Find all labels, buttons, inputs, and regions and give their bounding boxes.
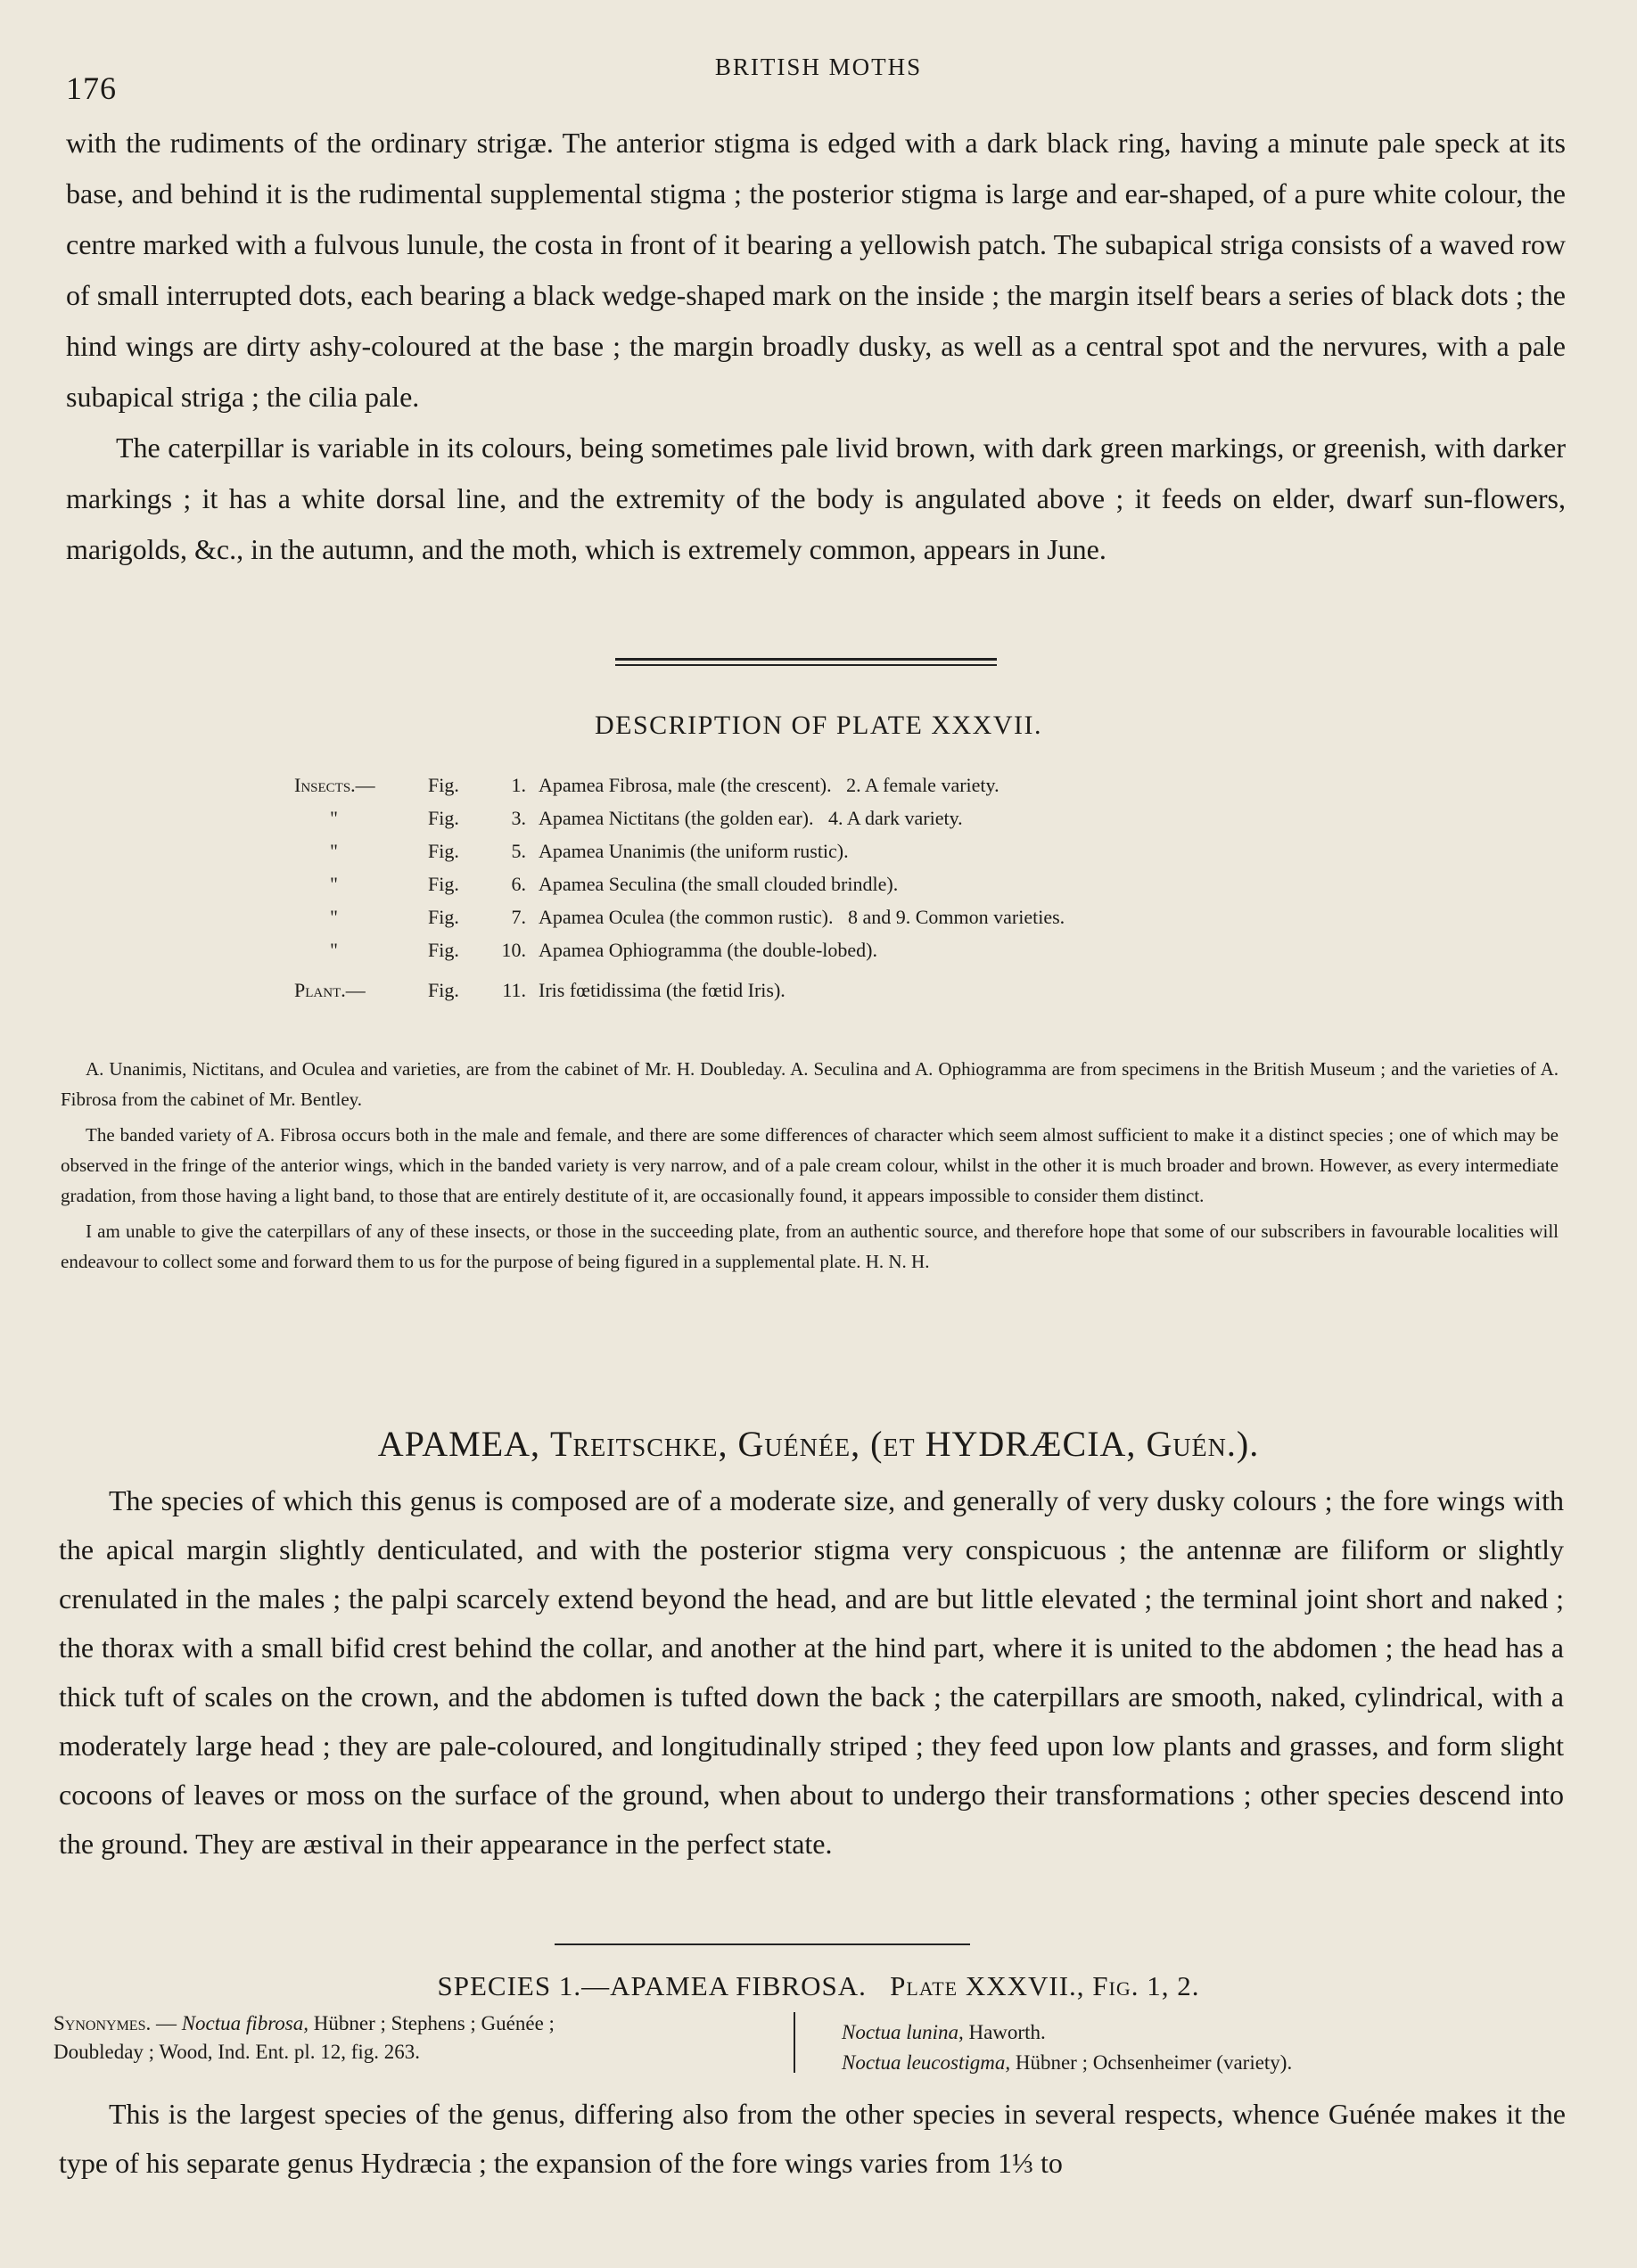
figure-number: 10. xyxy=(501,939,526,961)
figure-text: Apamea Fibrosa, male (the crescent). 2. A female variety. xyxy=(539,774,999,796)
synonym-name: Noctua fibrosa, xyxy=(181,2012,308,2034)
figure-number: 7. xyxy=(511,906,526,928)
species-heading xyxy=(0,1970,1637,2002)
genus-heading xyxy=(0,1423,1637,1465)
figure-number: 1. xyxy=(511,774,526,796)
species-divider xyxy=(555,1943,970,1945)
note-banded-variety: The banded variety of A. Fibrosa occurs both in the male and female, and there are some differences of character which seem almost sufficient to make it a distinct species ; one of which may be observed in the fringe of the anterior wings, which in the banded variety is very narrow, and of a pale cream colour, whilst in the other it is much broader and brown. However, as every intermediate gradation, from those having a light band, to those that are entirely destitute of it, are occasionally found, it appears impossible to consider them distinct. xyxy=(61,1124,1559,1206)
species-description-text: This is the largest species of the genus, differing also from the other species in several respects, whence Guénée makes it the type of his separate genus Hydræcia ; the expansion of the fore wings varies from 1⅓ to xyxy=(59,2098,1566,2179)
synonym-name: Noctua leucostigma, xyxy=(842,2051,1011,2074)
figure-text: Iris fœtidissima (the fœtid Iris). xyxy=(539,979,786,1001)
note-cabinet-sources: A. Unanimis, Nictitans, and Oculea and varieties, are from the cabinet of Mr. H. Doubleday. A. Seculina and A. Ophiogramma are from specimens in the British Museum ; and the varieties of A. Fibrosa from the cabinet of Mr. Bentley. xyxy=(61,1058,1559,1110)
synonym-name: Noctua lunina, xyxy=(842,2021,964,2043)
synonyms-left xyxy=(53,2009,776,2067)
section-divider-top xyxy=(615,658,997,661)
figure-fig-label: Fig. xyxy=(428,774,459,796)
figure-fig-label: Fig. xyxy=(428,807,459,829)
genus-name: APAMEA, xyxy=(377,1424,541,1464)
figure-row-plant xyxy=(294,974,1453,1007)
opening-text xyxy=(66,118,1566,575)
figure-number: 5. xyxy=(511,840,526,862)
synonyms-right xyxy=(842,2017,1573,2078)
note-caterpillars: I am unable to give the caterpillars of any of these insects, or those in the succeeding plate, from an authentic source, and therefore hope that some of our subscribers in favourable localities will endeavour to collect some and forward them to us for the purpose of being figured in a supplemental plate. H. N. H. xyxy=(61,1220,1559,1272)
figure-list xyxy=(294,768,1453,1007)
figure-number: 6. xyxy=(511,873,526,895)
figure-fig-label: Fig. xyxy=(428,873,459,895)
synonyms-label: Synonymes. — xyxy=(53,2012,177,2034)
page-number: 176 xyxy=(66,70,117,106)
ditto-mark: " xyxy=(330,939,338,961)
section-divider-bottom xyxy=(615,664,997,666)
ditto-mark: " xyxy=(330,807,338,829)
figure-row xyxy=(294,801,1453,834)
genus-alt-author: Guén.). xyxy=(1146,1424,1260,1464)
synonym-authors: Hübner ; Stephens ; Guénée ; xyxy=(313,2012,555,2034)
running-title: BRITISH MOTHS xyxy=(714,53,923,80)
figure-text: Apamea Unanimis (the uniform rustic). xyxy=(539,840,849,862)
ditto-mark: " xyxy=(330,906,338,928)
genus-alt-name: HYDRÆCIA, xyxy=(925,1424,1137,1464)
plate-description-heading: DESCRIPTION OF PLATE XXXVII. xyxy=(594,711,1042,740)
species-description xyxy=(59,2090,1566,2188)
paragraph-caterpillar: The caterpillar is variable in its colours, being sometimes pale livid brown, with dark green markings, or greenish, with darker markings ; it has a white dorsal line, and the extremity of the body is angulated above ; it feeds on elder, dwarf sun-flowers, marigolds, &c., in the autumn, and the moth, which is extremely common, appears in June. xyxy=(66,431,1566,565)
synonym-references: Doubleday ; Wood, Ind. Ent. pl. 12, fig. 263. xyxy=(53,2041,421,2063)
figure-lead: Insects.— xyxy=(294,774,375,796)
figure-text: Apamea Ophiogramma (the double-lobed). xyxy=(539,939,877,961)
figure-lead: Plant.— xyxy=(294,979,366,1001)
figure-fig-label: Fig. xyxy=(428,979,459,1001)
figure-fig-label: Fig. xyxy=(428,939,459,961)
figure-row xyxy=(294,900,1453,933)
species-plate-reference: Plate XXXVII., Fig. 1, 2. xyxy=(890,1970,1200,2001)
plate-notes xyxy=(61,1054,1559,1282)
figure-row xyxy=(294,867,1453,900)
figure-number: 3. xyxy=(511,807,526,829)
figure-row xyxy=(294,933,1453,966)
figure-row xyxy=(294,834,1453,867)
synonyms-divider xyxy=(794,2012,795,2073)
paragraph-wing-description: with the rudiments of the ordinary strigæ. The anterior stigma is edged with a dark black ring, having a minute pale speck at its base, and behind it is the rudimental supplemental stigma ; the posterior stigma is large and ear-shaped, of a pure white colour, the centre marked with a fulvous lunule, the costa in front of it bearing a yellowish patch. The subapical striga consists of a waved row of small interrupted dots, each bearing a black wedge-shaped mark on the inside ; the margin itself bears a series of black dots ; the hind wings are dirty ashy-coloured at the base ; the margin broadly dusky, as well as a central spot and the nervures, with a pale subapical striga ; the cilia pale. xyxy=(66,127,1566,413)
figure-fig-label: Fig. xyxy=(428,840,459,862)
figure-text: Apamea Seculina (the small clouded brindle). xyxy=(539,873,899,895)
genus-authors: Treitschke, Guénée, (et xyxy=(550,1424,916,1464)
species-title: SPECIES 1.—APAMEA FIBROSA. xyxy=(437,1970,867,2001)
figure-text: Apamea Nictitans (the golden ear). 4. A dark variety. xyxy=(539,807,963,829)
figure-row xyxy=(294,768,1453,801)
figure-text: Apamea Oculea (the common rustic). 8 and 9. Common varieties. xyxy=(539,906,1065,928)
synonym-authors: Hübner ; Ochsenheimer (variety). xyxy=(1015,2051,1293,2074)
ditto-mark: " xyxy=(330,840,338,862)
figure-number: 11. xyxy=(502,979,526,1001)
ditto-mark: " xyxy=(330,873,338,895)
genus-description xyxy=(59,1476,1564,1869)
genus-description-text: The species of which this genus is composed are of a moderate size, and generally of very dusky colours ; the fore wings with the apical margin slightly denticulated, and with the posterior stigma very conspicuous ; the antennæ are filiform or slightly crenulated in the males ; the palpi scarcely extend beyond the head, and are but little elevated ; the terminal joint short and naked ; the thorax with a small bifid crest behind the collar, and another at the hind part, where it is united to the abdomen ; the head has a thick tuft of scales on the crown, and the abdomen is tufted down the back ; the caterpillars are smooth, naked, cylindrical, with a moderately large head ; they are pale-coloured, and longitudinally striped ; they feed upon low plants and grasses, and form slight cocoons of leaves or moss on the surface of the ground, when about to undergo their transformations ; other species descend into the ground. They are æstival in their appearance in the perfect state. xyxy=(59,1484,1564,1860)
figure-fig-label: Fig. xyxy=(428,906,459,928)
synonym-authors: Haworth. xyxy=(968,2021,1046,2043)
